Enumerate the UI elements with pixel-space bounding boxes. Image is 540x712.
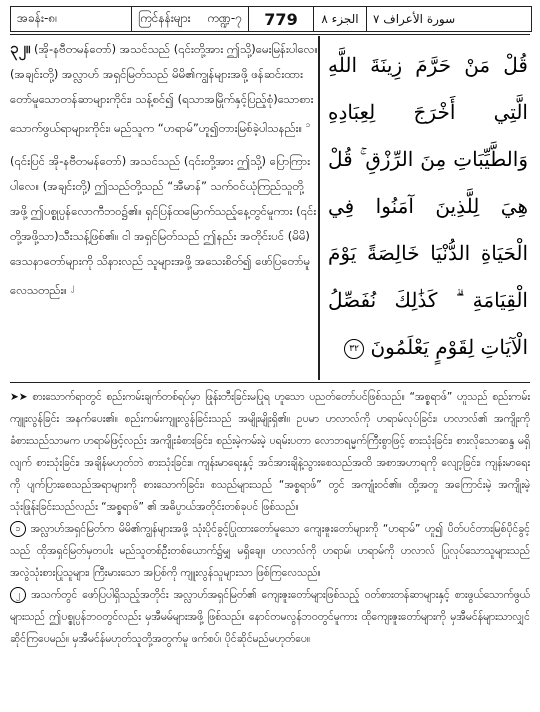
translation-column <box>10 36 320 380</box>
note-2-text: အသက်တွင် ဖော်ပြပါရှိသည့်အတိုင်း အလ္လာဟ်အရှင်မြတ်၏ ကျေးဇူးတော်များဖြစ်သည့် ဝတ်စားတန်ဆာများနှင့် စားဖွယ်သောက်ဖွယ်များသည် ဤပစ္စုပ္ပန်ဘဝတွင်လည်း မှအီမမ်များအဖို့ ဖြစ်သည်။ နောင်တမလွန်ဘဝတွင်မူကား ထိုကျေးဇူးတော်များကို မှအီမင်န်များသာလျှင် ဆိုင်ကြပေမည်။ မှအီမင်န်မဟုတ်သူတို့အတွက်မူ ဖက်စပ်၊ ပိုင်ဆိုင်မည်မဟုတ်ပေ။ <box>10 589 531 645</box>
commentary-intro: ➤➤ စားသောက်ရာတွင် စည်းကမ်းချက်တစ်ရပ်မှာ ဖြုန်းတီးခြင်းမပြုရ ဟူသော ပညတ်တော်ပင်ဖြစ်သည်။ “အစ္စရာဖ်” ဟူသည် စည်းကမ်းကျူးလွန်ခြင်း အနက်ပေး၏။ စည်းကမ်းကျူးလွန်ခြင်းသည် အမျိုးမျိုးရှိ၏။ ဥပမာ ဟလာလ်ကို ဟရာမ်လုပ်ခြင်း၊ ဟလာလ်၏ အကျိုးကို ခံစားသည်သာမက ဟရာမ်ဖြင့်လည်း အကျိုးခံစားခြင်း၊ စည်းမဲ့ကမ်းမဲ့ ပရမ်းပတာ လောဘရမ္မက်ကြီးစွာဖြင့် စားသုံးခြင်း၊ စားလိုသောဆန္ဒ မရှိလျက် စားသုံးခြင်း၊ အချိန်မဟုတ်ဘဲ စားသုံးခြင်း။ ကျန်းမာရေးနှင့် အင်အားချိနဲ့သွားစေသည်အထိ အစာအဟာရကို လျော့ခြင်း၊ ကျန်းမာရေးကို ပျက်ပြားစေသည်အရာများကို စားသောက်ခြင်း၊ စသည်များသည် “အစ္စရာဖ်” တွင် အကျုံးဝင်၏။ ထို့အတူ အကြောင်းမဲ့ အကျိုးမဲ့ သုံးဖြုန်းခြင်းသည်လည်း “အစ္စရာဖ်” ၏ အဓိပ္ပာယ်အတိုင်းတစ်ခုပင် ဖြစ်သည်။ <box>10 391 530 513</box>
arabic-verse <box>328 42 528 371</box>
footnote-marker-1: ၁ <box>305 120 311 129</box>
juz-mm <box>132 7 249 31</box>
verse-end-marker: ٣٢ <box>344 339 364 359</box>
juz-ar: الجزء ٨ <box>314 7 367 31</box>
juz-mm-label: ကြင်နန်းများ <box>138 11 191 25</box>
header-rule <box>10 34 530 35</box>
note-2-marker: ၂ <box>10 587 26 603</box>
surah-ar <box>367 7 531 31</box>
page-header <box>10 6 532 32</box>
surah-ar-name: سورة الأعراف <box>383 12 456 26</box>
verse-number: ၃၂။ <box>10 39 31 57</box>
translation-text-2: (၎င်းပြင် အို-နဗီတမန်တော်) အသင်သည် (၎င်းတို့အား ဤသို့) ပြောကြားပါလေ။ (အချင်းတို့) ဤသည်တို့သည် “အီမာန်” သက်ဝင်ယုံကြည်သူတို့အဖို့ ဤပစ္စုပ္ပန်လောကီဘဝ၌၏။ ရှင်ပြန်ထမြောက်သည့်နေ့တွင်မူကား (၎င်းတို့အဖို့သာ)သီးသန့်ဖြစ်၏။ ငါ အရှင်မြတ်သည် ဤနည်း အတိုင်းပင် (မိမိ) ဒေသနာတော်များကို သိနားလည် သူများအဖို့ အသေးစိတ်၍ ဖော်ပြတော်မူလေသတည်း။ <box>10 153 317 297</box>
arabic-text: قُلْ مَنْ حَرَّمَ زِينَةَ اللَّهِ الَّتِي أَخْرَجَ لِعِبَادِهِ وَالطَّيِّبَاتِ مِنَ الرِّزْقِ ۚ قُلْ هِيَ لِلَّذِينَ آمَنُوا فِي الْحَيَاةِ الدُّنْيَا خَالِصَةً يَوْمَ الْقِيَامَةِ ۗ كَذَٰلِكَ نُفَصِّلُ الْآيَاتِ لِقَوْمٍ يَعْلَمُونَ <box>328 53 528 359</box>
note-1-marker: ၁ <box>10 521 26 537</box>
commentary-note-1 <box>10 518 530 584</box>
commentary <box>10 386 530 650</box>
main-content <box>10 36 530 380</box>
footnote-marker-2: ၂ <box>70 281 75 291</box>
juz-mm-number: ကဏ္ဍ-၇ <box>207 11 242 25</box>
notes-rule <box>10 382 530 383</box>
commentary-note-2 <box>10 584 530 650</box>
translation-paragraph-2 <box>10 149 318 303</box>
translation-text-1: (အို-နဗီတမန်တော်) အသင်သည် (၎င်းတို့အား ဤသို့)မေးမြန်းပါလေ။ (အချင်းတို့) အလ္လာဟ် အရှင်မြတ်သည် မိမိ၏ကျွန်များအဖို့ ဖန်ဆင်းထားတော်မူသောတန်ဆာများကိုင်း၊ သန့်စင်၍ (ရသာအမြိုက်နှင့်ပြည့်စုံ)သောစားသောက်ဖွယ်ရာများကိုင်း၊ မည်သူက “ဟရာမ်”ဟူ၍တားမြစ်ခဲ့ပါသနည်း။ <box>10 42 318 135</box>
surah-ar-number: ٧ <box>373 12 380 26</box>
translation-paragraph-1 <box>10 36 318 141</box>
part-label: အခန်း-၈၊ <box>11 7 132 31</box>
note-1-text: အလ္လာဟ်အရှင်မြတ်က မိမိ၏ကျွန်များအဖို့ သုံးပိုင်ခွင့်ပြုထားတော်မူသော ကျေးဇူးတော်များကို “ဟရာမ်” ဟူ၍ ပိတ်ပင်တားမြစ်ပိုင်ခွင့်သည် ထိုအရှင်မြတ်မှတပါး မည်သူတစ်ဦးတစ်ယောက်၌မျှ မရှိချေ။ ဟလာလ်ကို ဟရာမ်၊ ဟရာမ်ကို ဟလာလ် ပြုလုပ်သောသူများသည် အလွဲသုံးစားပြုသူများ၊ ကြီးမားသော အပြစ်ကို ကျူးလွန်သူများသာ ဖြစ်ကြလေသည်။ <box>10 523 530 579</box>
page-number: 779 <box>249 7 314 31</box>
